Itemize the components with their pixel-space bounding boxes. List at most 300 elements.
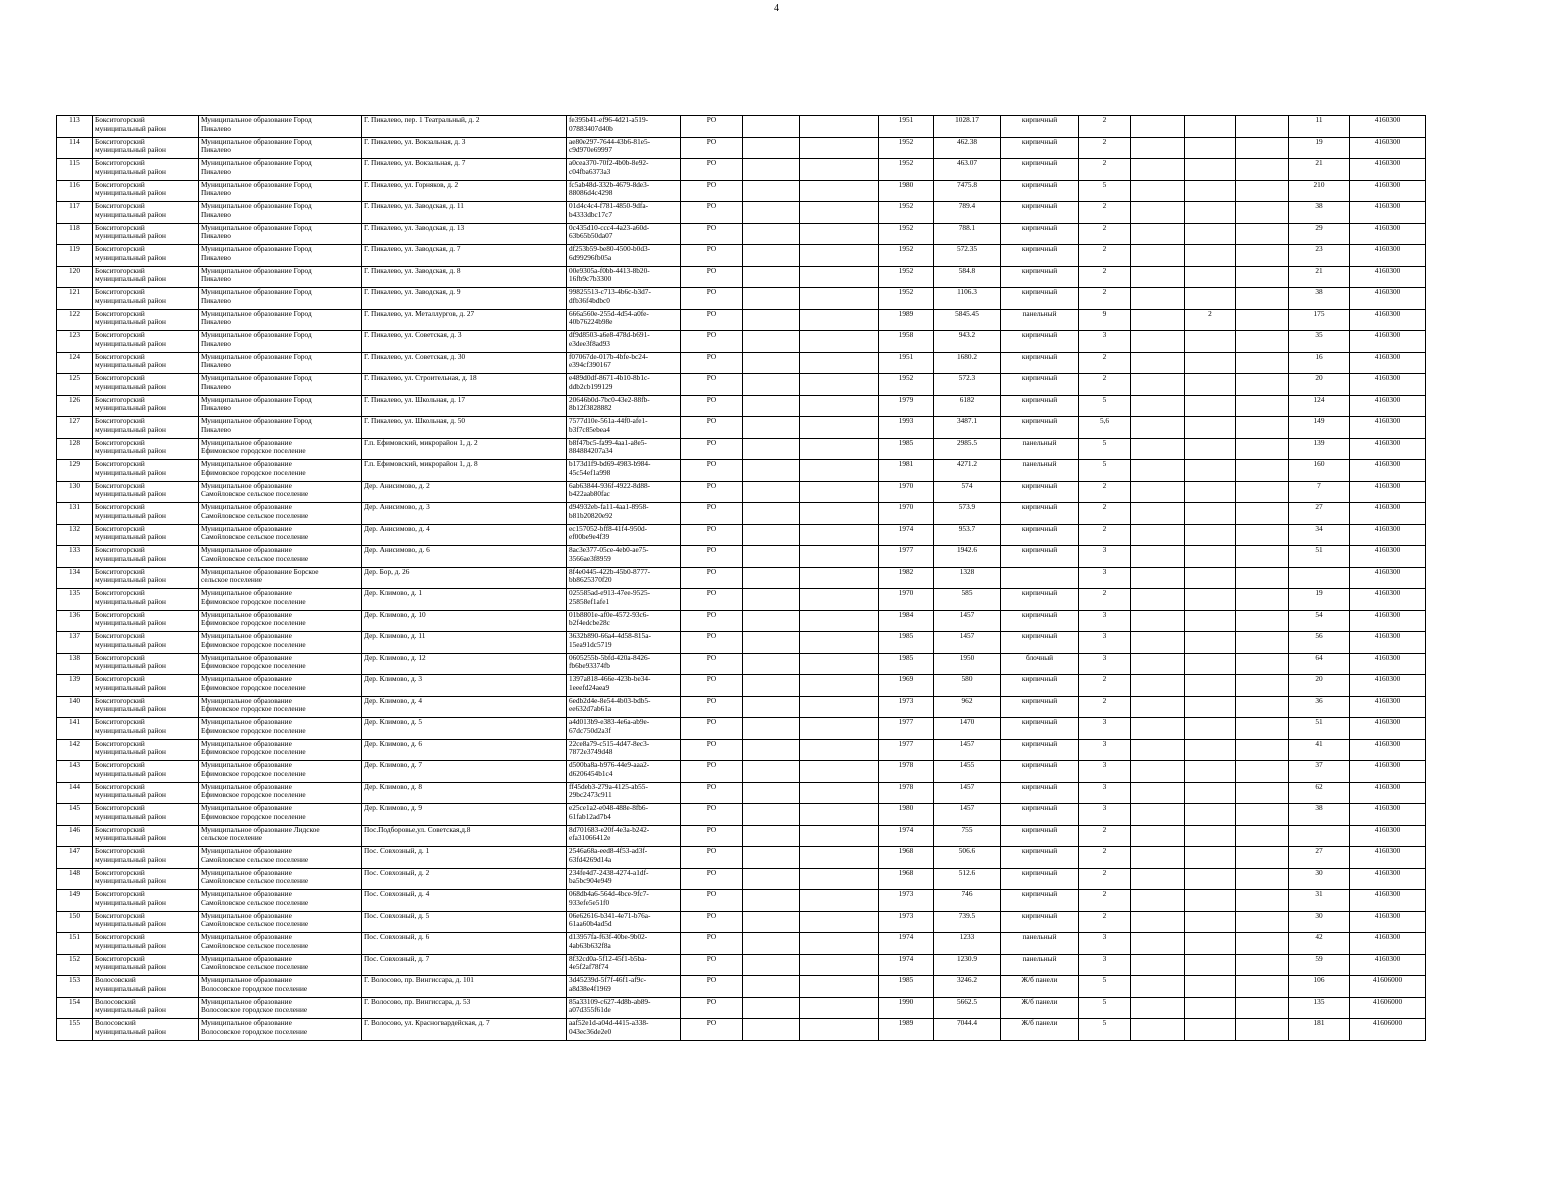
row-number-cell: 135	[57, 589, 93, 611]
municipal-district-cell: Волосовский муниципальный район	[93, 1019, 199, 1041]
ro-status-cell: РО	[681, 288, 743, 310]
wall-material-cell	[1001, 567, 1079, 589]
oktmo-code-cell: 4160300	[1350, 524, 1426, 546]
year-built-cell: 1977	[879, 718, 934, 740]
col-empty-15-cell	[1236, 589, 1289, 611]
year-built-cell: 1968	[879, 847, 934, 869]
col-empty-8-cell	[800, 976, 879, 998]
col-value-14-cell	[1185, 374, 1236, 396]
floors-cell: 3	[1079, 782, 1131, 804]
table-row	[57, 546, 1426, 568]
oktmo-code-cell: 4160300	[1350, 460, 1426, 482]
table-row	[57, 976, 1426, 998]
col-value-14-cell: 2	[1185, 309, 1236, 331]
col-value-14-cell	[1185, 675, 1236, 697]
col-empty-8-cell	[800, 288, 879, 310]
col-empty-15-cell	[1236, 675, 1289, 697]
floors-cell: 2	[1079, 847, 1131, 869]
table-row	[57, 804, 1426, 826]
oktmo-code-cell: 4160300	[1350, 266, 1426, 288]
year-built-cell: 1980	[879, 804, 934, 826]
col-value-14-cell	[1185, 997, 1236, 1019]
row-number-cell: 124	[57, 352, 93, 374]
ro-status-cell: РО	[681, 503, 743, 525]
residents-cell: 31	[1289, 890, 1350, 912]
oktmo-code-cell: 4160300	[1350, 675, 1426, 697]
house-guid-cell: ec157052-bff8-41f4-950d- ef00be9e4f39	[567, 524, 681, 546]
year-built-cell: 1974	[879, 954, 934, 976]
year-built-cell: 1969	[879, 675, 934, 697]
table-row	[57, 331, 1426, 353]
wall-material-cell: кирпичный	[1001, 116, 1079, 138]
residents-cell: 38	[1289, 804, 1350, 826]
col-empty-13-cell	[1131, 481, 1185, 503]
row-number-cell: 141	[57, 718, 93, 740]
col-empty-15-cell	[1236, 718, 1289, 740]
col-empty-7-cell	[743, 223, 800, 245]
municipal-district-cell: Бокситогорский муниципальный район	[93, 460, 199, 482]
col-value-14-cell	[1185, 524, 1236, 546]
table-row	[57, 524, 1426, 546]
col-empty-15-cell	[1236, 954, 1289, 976]
wall-material-cell: кирпичный	[1001, 223, 1079, 245]
col-empty-8-cell	[800, 890, 879, 912]
residents-cell: 29	[1289, 223, 1350, 245]
col-value-14-cell	[1185, 847, 1236, 869]
year-built-cell: 1970	[879, 589, 934, 611]
municipal-formation-cell: Муниципальное образование Волосовское городское поселение	[199, 997, 362, 1019]
col-empty-13-cell	[1131, 610, 1185, 632]
area-cell: 462.38	[934, 137, 1001, 159]
oktmo-code-cell: 4160300	[1350, 653, 1426, 675]
floors-cell: 5	[1079, 976, 1131, 998]
residents-cell: 21	[1289, 159, 1350, 181]
col-empty-7-cell	[743, 847, 800, 869]
area-cell: 463.07	[934, 159, 1001, 181]
col-empty-15-cell	[1236, 1019, 1289, 1041]
col-value-14-cell	[1185, 116, 1236, 138]
area-cell: 5845.45	[934, 309, 1001, 331]
col-empty-8-cell	[800, 524, 879, 546]
table-row	[57, 460, 1426, 482]
ro-status-cell: РО	[681, 417, 743, 439]
municipal-district-cell: Бокситогорский муниципальный район	[93, 202, 199, 224]
municipal-district-cell: Бокситогорский муниципальный район	[93, 696, 199, 718]
house-guid-cell: 8ac3e377-05ce-4eb0-ae75- 3566ae3f8959	[567, 546, 681, 568]
col-empty-7-cell	[743, 976, 800, 998]
residents-cell: 20	[1289, 374, 1350, 396]
col-empty-7-cell	[743, 352, 800, 374]
col-empty-15-cell	[1236, 417, 1289, 439]
page-number: 4	[774, 3, 779, 14]
row-number-cell: 154	[57, 997, 93, 1019]
year-built-cell: 1952	[879, 374, 934, 396]
wall-material-cell: кирпичный	[1001, 180, 1079, 202]
oktmo-code-cell: 4160300	[1350, 309, 1426, 331]
col-empty-13-cell	[1131, 954, 1185, 976]
wall-material-cell: кирпичный	[1001, 890, 1079, 912]
address-cell: Пос.Подборовье,ул. Советская,д.8	[362, 825, 567, 847]
municipal-district-cell: Бокситогорский муниципальный район	[93, 116, 199, 138]
address-cell: Дер. Анисимово, д. 2	[362, 481, 567, 503]
col-empty-7-cell	[743, 331, 800, 353]
house-guid-cell: 6edb2d4e-8e54-4b03-bdb5- ee632d7ab61a	[567, 696, 681, 718]
year-built-cell: 1952	[879, 288, 934, 310]
col-empty-13-cell	[1131, 1019, 1185, 1041]
table-row	[57, 503, 1426, 525]
col-empty-7-cell	[743, 696, 800, 718]
col-empty-8-cell	[800, 718, 879, 740]
year-built-cell: 1993	[879, 417, 934, 439]
row-number-cell: 152	[57, 954, 93, 976]
year-built-cell: 1952	[879, 223, 934, 245]
residents-cell: 42	[1289, 933, 1350, 955]
house-guid-cell: aaf52e1d-a04d-4415-a338- 043ec36de2e0	[567, 1019, 681, 1041]
oktmo-code-cell: 4160300	[1350, 567, 1426, 589]
address-cell: Дер. Климово, д. 7	[362, 761, 567, 783]
col-empty-15-cell	[1236, 223, 1289, 245]
col-empty-15-cell	[1236, 782, 1289, 804]
row-number-cell: 126	[57, 395, 93, 417]
col-empty-7-cell	[743, 610, 800, 632]
residents-cell	[1289, 567, 1350, 589]
table-row	[57, 739, 1426, 761]
ro-status-cell: РО	[681, 331, 743, 353]
row-number-cell: 131	[57, 503, 93, 525]
ro-status-cell: РО	[681, 610, 743, 632]
area-cell: 1950	[934, 653, 1001, 675]
col-empty-8-cell	[800, 331, 879, 353]
col-value-14-cell	[1185, 438, 1236, 460]
col-empty-13-cell	[1131, 417, 1185, 439]
col-empty-7-cell	[743, 159, 800, 181]
house-guid-cell: 8f32cd0a-5f12-45f1-b5ba- 4e5f2af78f74	[567, 954, 681, 976]
col-value-14-cell	[1185, 567, 1236, 589]
col-empty-7-cell	[743, 460, 800, 482]
col-empty-13-cell	[1131, 589, 1185, 611]
year-built-cell: 1952	[879, 137, 934, 159]
table-row	[57, 933, 1426, 955]
col-empty-15-cell	[1236, 288, 1289, 310]
municipal-formation-cell: Муниципальное образование Волосовское городское поселение	[199, 1019, 362, 1041]
municipal-district-cell: Бокситогорский муниципальный район	[93, 309, 199, 331]
col-value-14-cell	[1185, 137, 1236, 159]
col-empty-15-cell	[1236, 352, 1289, 374]
house-guid-cell: b173d1f9-bd69-4983-b984- 45c54ef1a998	[567, 460, 681, 482]
col-empty-15-cell	[1236, 868, 1289, 890]
col-empty-15-cell	[1236, 653, 1289, 675]
col-empty-8-cell	[800, 266, 879, 288]
row-number-cell: 114	[57, 137, 93, 159]
table-row	[57, 417, 1426, 439]
area-cell: 572.35	[934, 245, 1001, 267]
col-empty-15-cell	[1236, 610, 1289, 632]
oktmo-code-cell: 4160300	[1350, 395, 1426, 417]
area-cell: 1328	[934, 567, 1001, 589]
residents-cell: 175	[1289, 309, 1350, 331]
floors-cell: 3	[1079, 610, 1131, 632]
municipal-formation-cell: Муниципальное образование Ефимовское городское поселение	[199, 782, 362, 804]
oktmo-code-cell: 4160300	[1350, 933, 1426, 955]
col-empty-13-cell	[1131, 933, 1185, 955]
address-cell: Пос. Совхозный, д. 6	[362, 933, 567, 955]
floors-cell: 5	[1079, 997, 1131, 1019]
year-built-cell: 1977	[879, 546, 934, 568]
col-value-14-cell	[1185, 331, 1236, 353]
year-built-cell: 1952	[879, 245, 934, 267]
residents-cell: 106	[1289, 976, 1350, 998]
house-guid-cell: 2546a68a-eed8-4f53-ad3f- 63fd4269d14a	[567, 847, 681, 869]
house-guid-cell: 0605255b-5bfd-420a-8426- fb6be93374fb	[567, 653, 681, 675]
wall-material-cell: кирпичный	[1001, 352, 1079, 374]
year-built-cell: 1989	[879, 309, 934, 331]
municipal-district-cell: Бокситогорский муниципальный район	[93, 868, 199, 890]
year-built-cell: 1980	[879, 180, 934, 202]
col-empty-13-cell	[1131, 524, 1185, 546]
col-empty-13-cell	[1131, 374, 1185, 396]
area-cell: 5662.5	[934, 997, 1001, 1019]
floors-cell: 2	[1079, 589, 1131, 611]
row-number-cell: 149	[57, 890, 93, 912]
col-value-14-cell	[1185, 352, 1236, 374]
house-guid-cell: 06e62616-b341-4e71-b76a- 61aa60b4ad5d	[567, 911, 681, 933]
col-empty-15-cell	[1236, 546, 1289, 568]
col-empty-8-cell	[800, 460, 879, 482]
year-built-cell: 1970	[879, 503, 934, 525]
row-number-cell: 123	[57, 331, 93, 353]
col-empty-13-cell	[1131, 223, 1185, 245]
floors-cell: 5	[1079, 438, 1131, 460]
municipal-formation-cell: Муниципальное образование Самойловское сельское поселение	[199, 890, 362, 912]
col-empty-8-cell	[800, 632, 879, 654]
area-cell: 4271.2	[934, 460, 1001, 482]
house-guid-cell: d13957fa-f63f-40be-9b02- 4ab63b632f8a	[567, 933, 681, 955]
residents-cell: 59	[1289, 954, 1350, 976]
wall-material-cell: блочный	[1001, 653, 1079, 675]
col-empty-7-cell	[743, 718, 800, 740]
ro-status-cell: РО	[681, 847, 743, 869]
ro-status-cell: РО	[681, 266, 743, 288]
floors-cell: 2	[1079, 503, 1131, 525]
year-built-cell: 1985	[879, 438, 934, 460]
row-number-cell: 133	[57, 546, 93, 568]
col-empty-8-cell	[800, 825, 879, 847]
ro-status-cell: РО	[681, 739, 743, 761]
row-number-cell: 138	[57, 653, 93, 675]
floors-cell: 3	[1079, 331, 1131, 353]
area-cell: 1942.6	[934, 546, 1001, 568]
col-empty-7-cell	[743, 589, 800, 611]
municipal-formation-cell: Муниципальное образование Волосовское городское поселение	[199, 976, 362, 998]
col-value-14-cell	[1185, 825, 1236, 847]
col-empty-13-cell	[1131, 546, 1185, 568]
col-empty-15-cell	[1236, 696, 1289, 718]
residents-cell: 16	[1289, 352, 1350, 374]
oktmo-code-cell: 4160300	[1350, 847, 1426, 869]
floors-cell: 2	[1079, 288, 1131, 310]
col-empty-15-cell	[1236, 997, 1289, 1019]
municipal-formation-cell: Муниципальное образование Город Пикалево	[199, 180, 362, 202]
table-row	[57, 718, 1426, 740]
col-empty-13-cell	[1131, 890, 1185, 912]
wall-material-cell: кирпичный	[1001, 804, 1079, 826]
house-guid-cell: 01b8801e-af0e-4572-93c6- b2f4edcbe28c	[567, 610, 681, 632]
municipal-district-cell: Бокситогорский муниципальный район	[93, 245, 199, 267]
col-empty-8-cell	[800, 159, 879, 181]
oktmo-code-cell: 41606000	[1350, 976, 1426, 998]
col-empty-13-cell	[1131, 567, 1185, 589]
municipal-district-cell: Бокситогорский муниципальный район	[93, 653, 199, 675]
col-value-14-cell	[1185, 696, 1236, 718]
oktmo-code-cell: 4160300	[1350, 137, 1426, 159]
row-number-cell: 142	[57, 739, 93, 761]
area-cell: 788.1	[934, 223, 1001, 245]
wall-material-cell: кирпичный	[1001, 481, 1079, 503]
table-row	[57, 374, 1426, 396]
floors-cell: 3	[1079, 739, 1131, 761]
municipal-formation-cell: Муниципальное образование Город Пикалево	[199, 202, 362, 224]
area-cell: 3246.2	[934, 976, 1001, 998]
floors-cell: 2	[1079, 266, 1131, 288]
municipal-formation-cell: Муниципальное образование Самойловское сельское поселение	[199, 868, 362, 890]
col-empty-15-cell	[1236, 503, 1289, 525]
municipal-district-cell: Бокситогорский муниципальный район	[93, 739, 199, 761]
floors-cell: 3	[1079, 804, 1131, 826]
oktmo-code-cell: 4160300	[1350, 696, 1426, 718]
register-table	[56, 115, 1426, 1041]
oktmo-code-cell: 4160300	[1350, 546, 1426, 568]
col-empty-8-cell	[800, 223, 879, 245]
municipal-formation-cell: Муниципальное образование Самойловское сельское поселение	[199, 503, 362, 525]
area-cell: 1457	[934, 610, 1001, 632]
col-empty-7-cell	[743, 653, 800, 675]
col-empty-7-cell	[743, 911, 800, 933]
col-empty-7-cell	[743, 116, 800, 138]
floors-cell: 2	[1079, 825, 1131, 847]
wall-material-cell: панельный	[1001, 438, 1079, 460]
area-cell: 746	[934, 890, 1001, 912]
table-row	[57, 954, 1426, 976]
address-cell: Г. Пикалево, ул. Вокзальная, д. 7	[362, 159, 567, 181]
oktmo-code-cell: 4160300	[1350, 503, 1426, 525]
floors-cell: 2	[1079, 352, 1131, 374]
col-empty-7-cell	[743, 266, 800, 288]
oktmo-code-cell: 4160300	[1350, 288, 1426, 310]
col-empty-8-cell	[800, 438, 879, 460]
residents-cell: 34	[1289, 524, 1350, 546]
col-empty-7-cell	[743, 890, 800, 912]
col-value-14-cell	[1185, 288, 1236, 310]
col-empty-8-cell	[800, 675, 879, 697]
municipal-formation-cell: Муниципальное образование Ефимовское городское поселение	[199, 460, 362, 482]
municipal-formation-cell: Муниципальное образование Ефимовское городское поселение	[199, 761, 362, 783]
area-cell: 512.6	[934, 868, 1001, 890]
address-cell: Пос. Совхозный, д. 1	[362, 847, 567, 869]
col-empty-8-cell	[800, 739, 879, 761]
year-built-cell: 1968	[879, 868, 934, 890]
col-empty-15-cell	[1236, 524, 1289, 546]
ro-status-cell: РО	[681, 202, 743, 224]
municipal-formation-cell: Муниципальное образование Ефимовское городское поселение	[199, 610, 362, 632]
row-number-cell: 115	[57, 159, 93, 181]
wall-material-cell: панельный	[1001, 933, 1079, 955]
municipal-district-cell: Бокситогорский муниципальный район	[93, 159, 199, 181]
col-value-14-cell	[1185, 782, 1236, 804]
floors-cell: 5	[1079, 460, 1131, 482]
municipal-formation-cell: Муниципальное образование Город Пикалево	[199, 245, 362, 267]
col-empty-8-cell	[800, 1019, 879, 1041]
ro-status-cell: РО	[681, 718, 743, 740]
col-empty-13-cell	[1131, 868, 1185, 890]
area-cell: 584.8	[934, 266, 1001, 288]
ro-status-cell: РО	[681, 954, 743, 976]
table-row	[57, 202, 1426, 224]
address-cell: Г. Волосово, пр. Вингиссара, д. 53	[362, 997, 567, 1019]
col-empty-7-cell	[743, 804, 800, 826]
row-number-cell: 137	[57, 632, 93, 654]
ro-status-cell: РО	[681, 159, 743, 181]
row-number-cell: 113	[57, 116, 93, 138]
col-empty-15-cell	[1236, 395, 1289, 417]
address-cell: Г. Пикалево, ул. Заводская, д. 9	[362, 288, 567, 310]
ro-status-cell: РО	[681, 696, 743, 718]
municipal-formation-cell: Муниципальное образование Ефимовское городское поселение	[199, 653, 362, 675]
col-empty-7-cell	[743, 546, 800, 568]
floors-cell: 3	[1079, 761, 1131, 783]
row-number-cell: 144	[57, 782, 93, 804]
floors-cell: 3	[1079, 653, 1131, 675]
row-number-cell: 127	[57, 417, 93, 439]
municipal-formation-cell: Муниципальное образование Город Пикалево	[199, 137, 362, 159]
ro-status-cell: РО	[681, 868, 743, 890]
col-empty-8-cell	[800, 761, 879, 783]
house-guid-cell: 20646b0d-7bc0-43e2-88fb- 8b12f3828882	[567, 395, 681, 417]
wall-material-cell: кирпичный	[1001, 159, 1079, 181]
wall-material-cell: кирпичный	[1001, 610, 1079, 632]
house-guid-cell: 666a560e-255d-4d54-a0fe- 40b76224b98e	[567, 309, 681, 331]
floors-cell: 3	[1079, 954, 1131, 976]
house-guid-cell: 6ab63844-936f-4922-8d88- b422aab80fac	[567, 481, 681, 503]
col-empty-15-cell	[1236, 632, 1289, 654]
table-row	[57, 997, 1426, 1019]
floors-cell: 2	[1079, 675, 1131, 697]
table-row	[57, 266, 1426, 288]
col-empty-13-cell	[1131, 331, 1185, 353]
municipal-district-cell: Бокситогорский муниципальный район	[93, 804, 199, 826]
area-cell: 572.3	[934, 374, 1001, 396]
ro-status-cell: РО	[681, 653, 743, 675]
municipal-formation-cell: Муниципальное образование Лидское сельское поселение	[199, 825, 362, 847]
col-value-14-cell	[1185, 718, 1236, 740]
col-empty-7-cell	[743, 374, 800, 396]
municipal-formation-cell: Муниципальное образование Ефимовское городское поселение	[199, 438, 362, 460]
year-built-cell: 1979	[879, 395, 934, 417]
area-cell: 585	[934, 589, 1001, 611]
ro-status-cell: РО	[681, 546, 743, 568]
area-cell: 943.2	[934, 331, 1001, 353]
oktmo-code-cell: 4160300	[1350, 804, 1426, 826]
address-cell: Г. Пикалево, ул. Школьная, д. 17	[362, 395, 567, 417]
address-cell: Дер. Климово, д. 10	[362, 610, 567, 632]
col-value-14-cell	[1185, 804, 1236, 826]
col-empty-13-cell	[1131, 180, 1185, 202]
house-guid-cell: 3d45239d-5f7f-46f1-af9c- a8d38e4f1969	[567, 976, 681, 998]
ro-status-cell: РО	[681, 804, 743, 826]
row-number-cell: 119	[57, 245, 93, 267]
ro-status-cell: РО	[681, 524, 743, 546]
address-cell: Дер. Климово, д. 1	[362, 589, 567, 611]
table-row	[57, 825, 1426, 847]
